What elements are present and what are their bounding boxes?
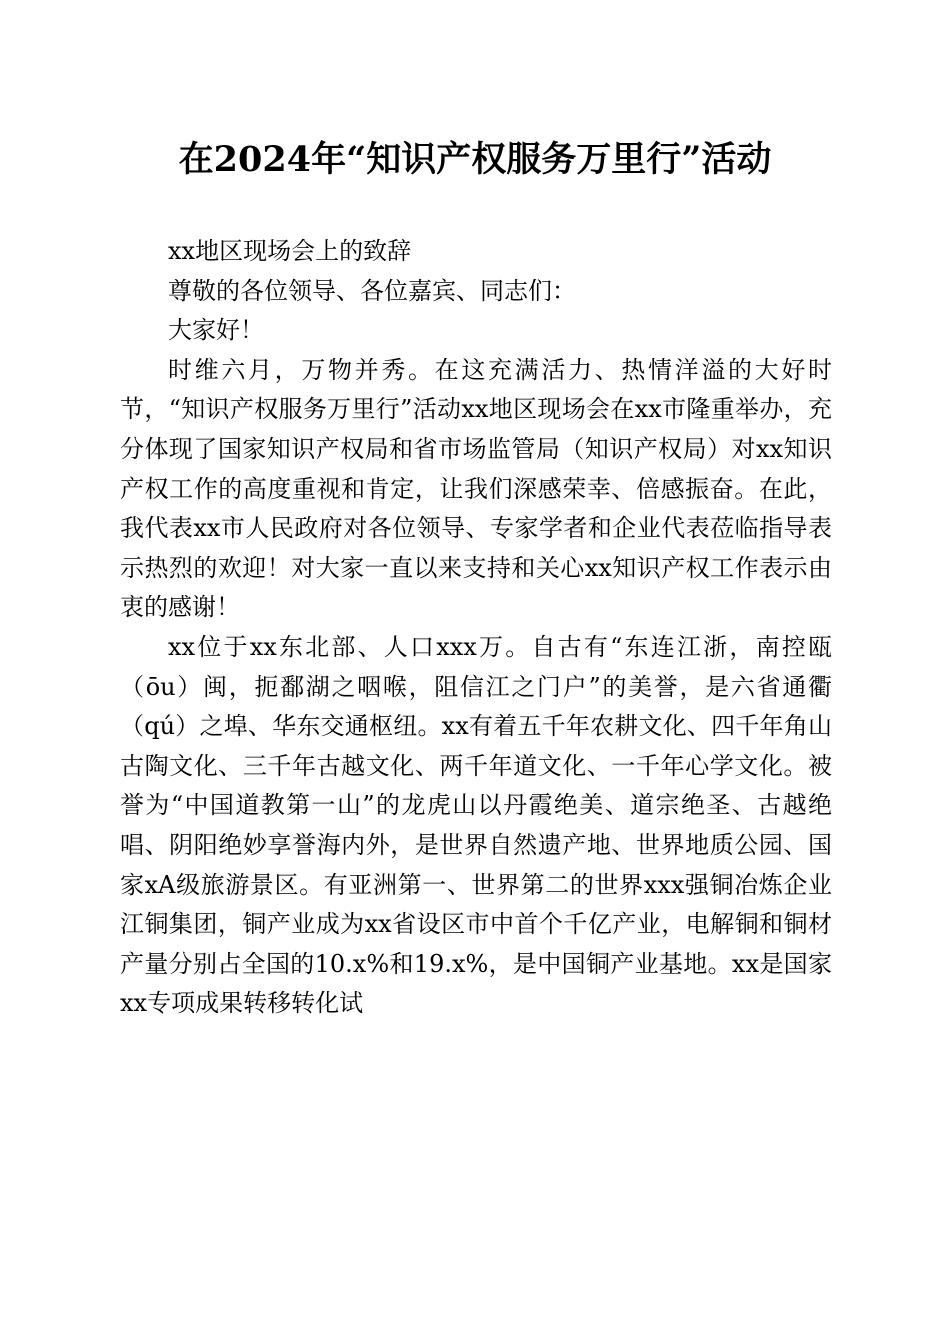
document-body: [120, 232, 832, 1024]
salutation: 尊敬的各位领导、各位嘉宾、同志们：: [168, 276, 576, 305]
greeting: 大家好！: [168, 316, 264, 345]
paragraph-city-intro: xx位于xx东北部、人口xxx万。自古有“东连江浙，南控瓯（ōu）闽，扼鄱湖之咽喉，阻信江之门户”的美誉，是六省通衢（qú）之埠、华东交通枢纽。xx有着五千年农耕文化、四千年角山古陶文化、三千年古越文化、两千年道文化、一千年心学文化。被誉为“中国道教第一山”的龙虎山以丹霞绝美、道宗绝圣、古越绝唱、阴阳绝妙享誉海内外，是世界自然遗产地、世界地质公园、国家xA级旅游景区。有亚洲第一、世界第二的世界xxx强铜冶炼企业江铜集团，铜产业成为xx省设区市中首个千亿产业，电解铜和铜材产量分别占全国的10.x%和19.x%，是中国铜产业基地。xx是国家xx专项成果转移转化试: [120, 632, 832, 1018]
subtitle-line: xx地区现场会上的致辞: [168, 237, 412, 265]
document-title: 在2024年“知识产权服务万里行”活动: [178, 139, 772, 180]
paragraph-welcome: 时维六月，万物并秀。在这充满活力、热情洋溢的大好时节，“知识产权服务万里行”活动xx地区现场会在xx市隆重举办，充分体现了国家知识产权局和省市场监管局（知识产权局）对xx知识产权工作的高度重视和肯定，让我们深感荣幸、倍感振奋。在此，我代表xx市人民政府对各位领导、专家学者和企业代表莅临指导表示热烈的欢迎！对大家一直以来支持和关心xx知识产权工作表示由衷的感谢！: [120, 355, 832, 622]
